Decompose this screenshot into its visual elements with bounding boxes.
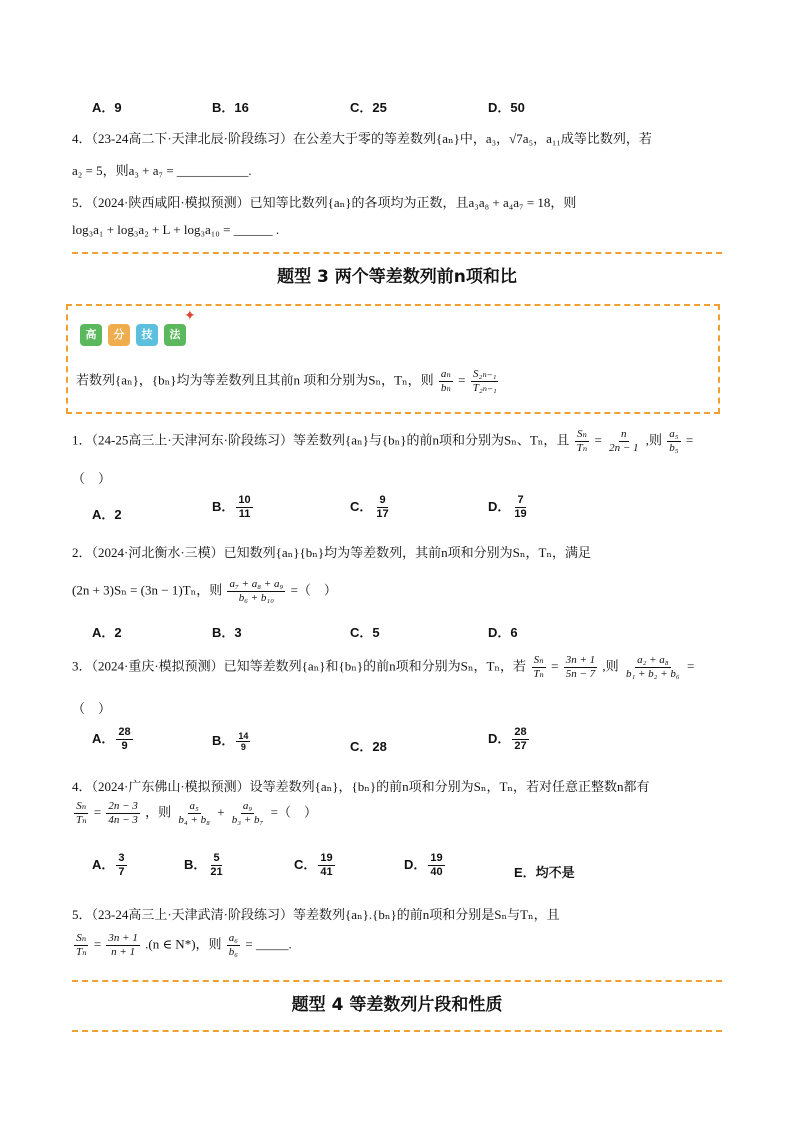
frac-num: 28 (514, 726, 527, 738)
frac-num: a₅ (189, 800, 199, 812)
q3-eq: = (551, 658, 559, 674)
option-value: 均不是 (535, 865, 575, 880)
badge-fen: 分 (108, 324, 130, 346)
q4-option-d (404, 852, 447, 879)
q4-frac-s-t (74, 800, 89, 827)
frac-den: 21 (210, 866, 223, 878)
frac-num: 2n − 3 (108, 800, 138, 812)
option-label: D． (404, 856, 427, 872)
q4-option-a (92, 852, 129, 879)
q5-frac-target (227, 932, 240, 959)
q3-tail: ,则 (602, 658, 619, 674)
q2-text: 2．（2024·河北衡水·三模）已知数列{aₙ}{bₙ}均为等差数列，其前n项和分别为Sₙ，Tₙ，满足 (72, 545, 592, 560)
frac-num: 7 (517, 494, 524, 506)
frac-den: 4n − 3 (108, 814, 138, 826)
q1-option-a (92, 504, 122, 523)
tip-frac-right (471, 368, 499, 395)
frac-num: a₇ + a₈ + a₉ (229, 578, 284, 590)
q3-stem: 3．（2024·重庆·模拟预测）已知等差数列{aₙ}和{bₙ}的前n项和分别为Sₙ，Tₙ，若 (72, 658, 527, 674)
frac-num: 9 (379, 494, 386, 506)
option-value: 2 (114, 507, 122, 522)
q4-tail: ，则 (145, 804, 172, 820)
option-frac (116, 852, 126, 879)
q1-tail: ,则 (645, 432, 663, 448)
option-label: D． (488, 498, 511, 514)
q2-option-d: D．6 (488, 625, 518, 640)
option-frac (318, 852, 334, 879)
option-a: A．9 (92, 100, 122, 115)
section-divider (72, 252, 722, 254)
q2-line2 (72, 578, 337, 605)
q3-frac-s-t (531, 654, 546, 681)
question-4-line2: a₂ = 5，则a₃ + a₇ = ___________. (72, 163, 252, 178)
frac-num: 19 (430, 852, 443, 864)
frac-den: 9 (121, 740, 128, 752)
frac-den: n + 1 (111, 946, 136, 958)
frac-num: Sₙ (76, 932, 87, 944)
frac-num: a₂ + a₈ (637, 654, 669, 666)
frac-num: a₆ (228, 932, 239, 944)
option-label: B． (212, 498, 235, 514)
q4-frac-b (230, 800, 266, 827)
q5-frac-s-t (74, 932, 89, 959)
frac-num: n (621, 428, 627, 440)
frac-den: Tₙ (576, 442, 588, 454)
q4-eq: = (93, 804, 102, 820)
q4-end: =（ ） (270, 804, 317, 820)
option-label: D． (488, 730, 511, 746)
frac-den: b₃ + b₇ (231, 814, 264, 826)
frac-num: 10 (238, 494, 251, 506)
option-c: C．25 (350, 100, 387, 115)
q3-option-a (92, 726, 135, 753)
option-label: A． (92, 730, 115, 746)
section-divider (72, 980, 722, 982)
tip-text (76, 368, 501, 395)
option-frac (512, 494, 528, 521)
q1-option-b (212, 494, 255, 521)
frac-den: 19 (514, 508, 527, 520)
frac-den: 7 (118, 866, 125, 878)
q5-line2 (72, 932, 292, 959)
q2-option-a: A．2 (92, 625, 122, 640)
badge-fa: 法 (164, 324, 186, 346)
option-label: B． (212, 733, 235, 748)
frac-num: 19 (320, 852, 333, 864)
option-frac (116, 726, 132, 753)
q1-frac-target (667, 428, 680, 455)
option-frac (236, 494, 252, 521)
frac-den: b₁ + b₂ + b₆ (625, 668, 680, 680)
q3-option-b (212, 730, 252, 752)
q2-frac (227, 578, 285, 605)
q4-plus: + (217, 804, 225, 820)
frac-num: Sₙ (533, 654, 544, 666)
q2-end: =（ ） (290, 582, 337, 598)
option-label: C． (350, 498, 373, 514)
q4-option-c (294, 852, 337, 879)
q1-frac-s-t (575, 428, 590, 455)
option-frac (374, 494, 390, 521)
q3-frac-target (624, 654, 682, 681)
frac-num: 5 (213, 852, 220, 864)
question-4-text: 4．（23-24高二下·天津北辰·阶段练习）在公差大于零的等差数列{aₙ}中，a₃，√7a₅，a₁₁成等比数列，若 (72, 131, 652, 146)
option-label: A． (92, 856, 115, 872)
q1-text (72, 428, 693, 455)
q4-text: 4．（2024·广东佛山·模拟预测）设等差数列{aₙ}，{bₙ}的前n项和分别为Sₙ，Tₙ，若对任意正整数n都有 (72, 779, 650, 794)
tip-text-left: 若数列{aₙ}，{bₙ}均为等差数列且其前n 项和分别为Sₙ，Tₙ，则 (76, 372, 434, 388)
q3-option-d (488, 726, 531, 753)
q4-line2 (72, 800, 317, 827)
option-b: B．16 (212, 100, 249, 115)
badge-gao: 高 (80, 324, 102, 346)
frac-den: Tₙ (76, 946, 87, 958)
tip-box (66, 304, 720, 414)
option-d: D．50 (488, 100, 525, 115)
option-value: 28 (372, 739, 387, 754)
q2-option-c: C．5 (350, 625, 380, 640)
q3-option-c (350, 736, 387, 755)
frac-num: Sₙ (576, 428, 587, 440)
q1-blank: （ ） (72, 471, 112, 486)
frac-num: Sₙ (76, 800, 87, 812)
q5-end: = _____. (245, 936, 292, 952)
option-frac (428, 852, 444, 879)
q4-frac-ratio (106, 800, 139, 827)
frac-num: a₉ (242, 800, 253, 812)
option-label: B． (184, 856, 207, 872)
frac-den: 11 (238, 508, 251, 520)
frac-num: 3n + 1 (108, 932, 138, 944)
option-label: C． (350, 739, 373, 754)
option-label: A． (92, 507, 115, 522)
frac-den: b₆ + b₁₀ (238, 592, 275, 604)
q4-frac-a (176, 800, 212, 827)
q1-frac-ratio (607, 428, 640, 455)
frac-den: 2n − 1 (609, 442, 639, 454)
section-divider (72, 1030, 722, 1032)
q1-eq: = (594, 432, 602, 448)
q1-option-d (488, 494, 531, 521)
option-frac (512, 726, 528, 753)
q2-condition: (2n + 3)Sₙ = (3n − 1)Tₙ，则 (72, 582, 223, 598)
frac-den: T₂ₙ₋₁ (472, 382, 497, 394)
q3-blank: （ ） (72, 701, 112, 716)
frac-den: b₆ (228, 946, 239, 958)
frac-den: 40 (430, 866, 443, 878)
option-frac (208, 852, 224, 879)
frac-den: 17 (376, 508, 389, 520)
frac-den: 5n − 7 (565, 668, 596, 680)
question-5-text: 5．（2024·陕西咸阳·模拟预测）已知等比数列{aₙ}的各项均为正数，且a₃a₈ + a₄a₇ = 18，则 (72, 195, 577, 210)
q5-tail: .(n ∈ N*)，则 (145, 936, 222, 952)
q4-option-e (514, 862, 575, 881)
frac-den: 9 (240, 742, 246, 753)
frac-den: b₅ (669, 442, 679, 454)
option-label: E． (514, 865, 536, 880)
question-5-line2: log₃a₁ + log₃a₂ + L + log₃a₁₀ = ______ . (72, 222, 280, 237)
frac-num: 28 (118, 726, 131, 738)
q1-end: = (685, 432, 694, 448)
frac-den: b₄ + b₈ (178, 814, 210, 826)
frac-num: 3 (118, 852, 125, 864)
q2-option-b: B．3 (212, 625, 242, 640)
frac-num: 14 (238, 731, 249, 742)
frac-den: Tₙ (76, 814, 87, 826)
star-icon: ✦ (184, 309, 196, 324)
tip-frac-left (439, 368, 453, 395)
q5-frac-ratio (106, 932, 139, 959)
tip-eq: = (458, 372, 466, 388)
q5-text: 5．（23-24高三上·天津武清·阶段练习）等差数列{aₙ}.{bₙ}的前n项和分别是Sₙ与Tₙ，且 (72, 907, 560, 922)
q3-text (72, 654, 694, 681)
section-4-title: 题型 4 等差数列片段和性质 (291, 995, 503, 1015)
q4-option-b (184, 852, 227, 879)
section-3-title: 题型 3 两个等差数列前n项和比 (277, 267, 517, 287)
q3-frac-ratio (564, 654, 597, 681)
frac-den: Tₙ (533, 668, 544, 680)
frac-num: 3n + 1 (565, 654, 596, 666)
option-label: C． (294, 856, 317, 872)
frac-den: 41 (320, 866, 333, 878)
frac-num: a₅ (669, 428, 679, 440)
q1-stem: 1．（24-25高三上·天津河东·阶段练习）等差数列{aₙ}与{bₙ}的前n项和分别为Sₙ、Tₙ，且 (72, 432, 570, 448)
option-frac (236, 731, 250, 752)
frac-num: S₂ₙ₋₁ (473, 368, 497, 380)
frac-num: aₙ (440, 368, 451, 380)
frac-den: bₙ (440, 382, 451, 394)
q1-option-c (350, 494, 393, 521)
q3-end: = (687, 658, 695, 674)
q5-eq: = (93, 936, 102, 952)
frac-den: 27 (514, 740, 527, 752)
badge-ji: 技 (136, 324, 158, 346)
